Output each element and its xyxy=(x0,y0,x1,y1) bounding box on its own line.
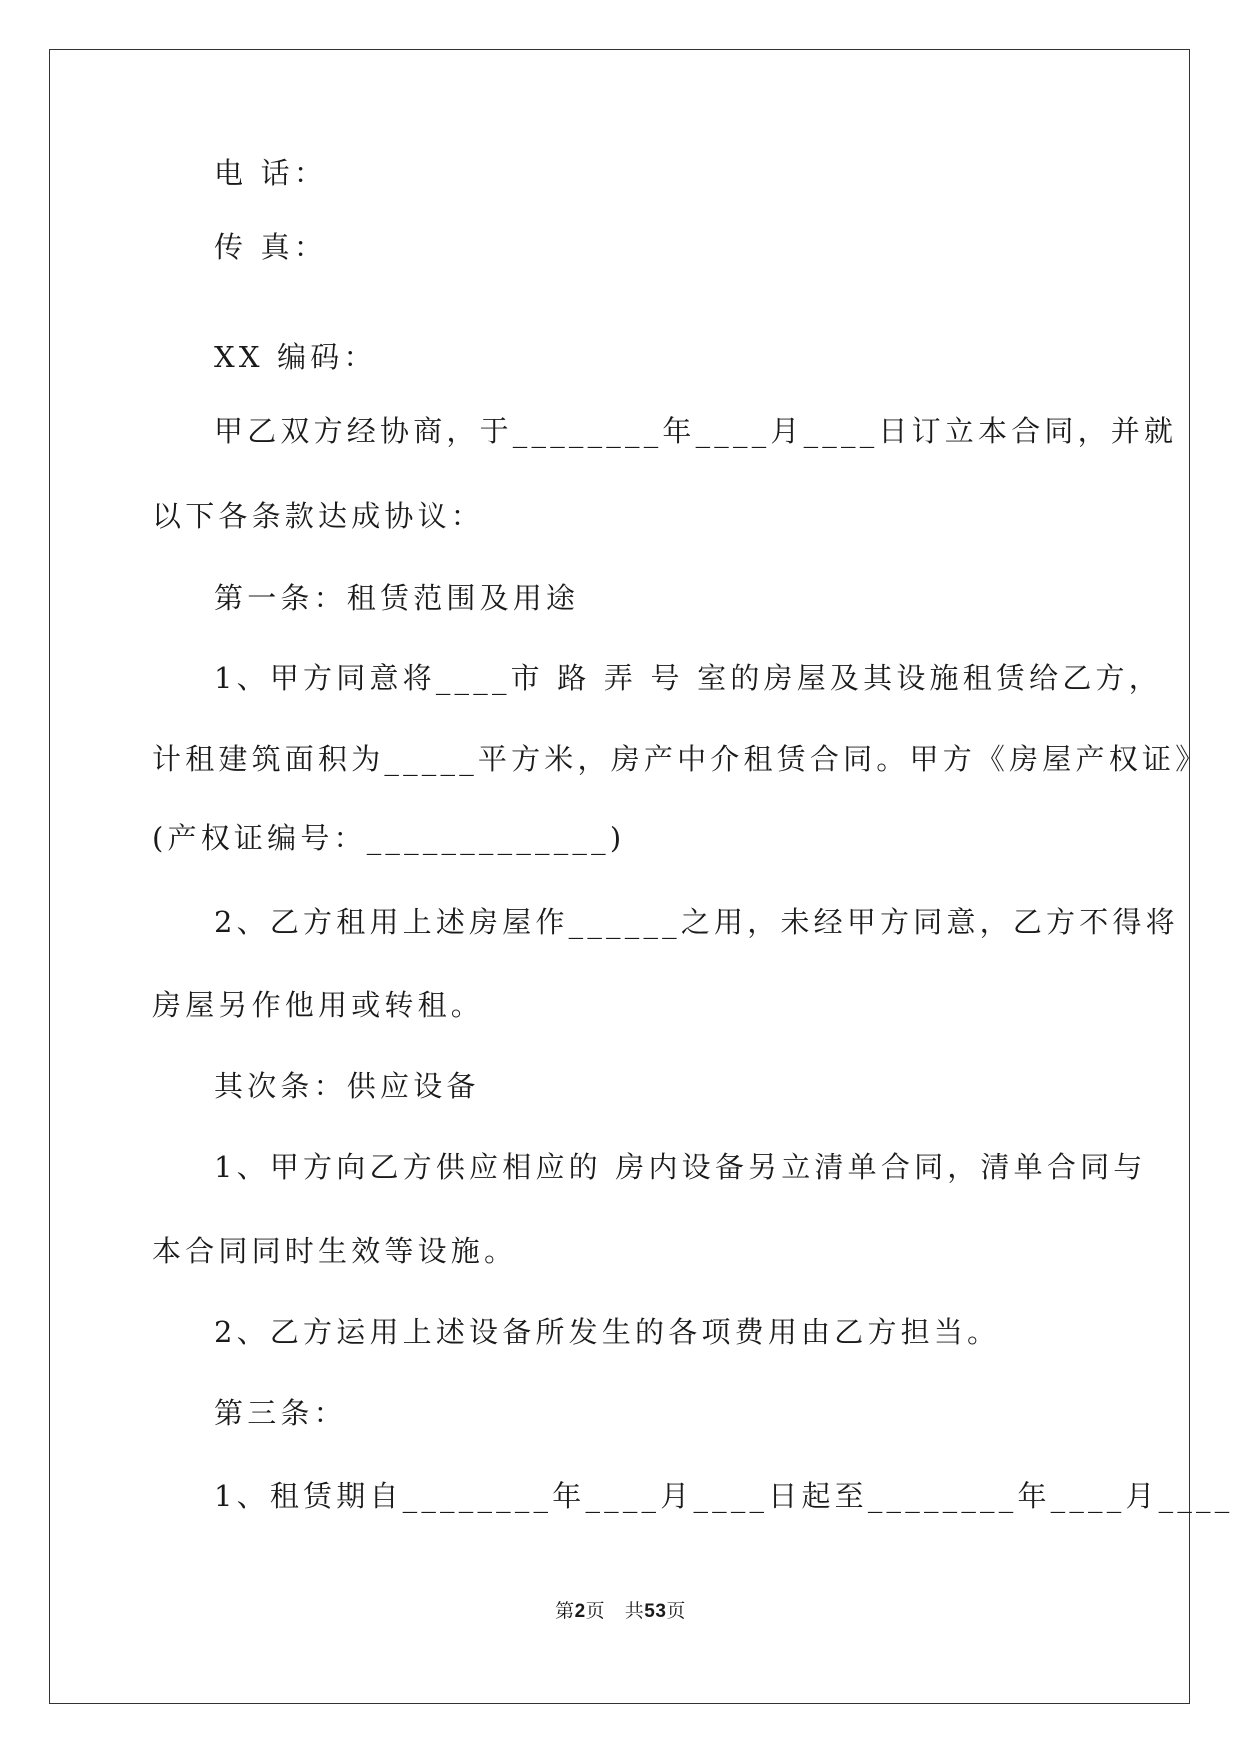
phone-line: 电 话： xyxy=(214,156,328,190)
page-total: 53 xyxy=(644,1601,667,1622)
paragraph-line: (产权证编号：_____________) xyxy=(152,821,626,855)
paragraph-line: 1、甲方同意将____市 路 弄 号 室的房屋及其设施租赁给乙方， xyxy=(214,661,1162,695)
paragraph-line: 1、租赁期自________年____月____日起至________年____月____ xyxy=(214,1479,1234,1513)
paragraph-line: 房屋另作他用或转租。 xyxy=(152,988,485,1022)
page-current: 2 xyxy=(574,1601,586,1622)
article-heading: 第一条：租赁范围及用途 xyxy=(214,581,580,615)
page-border xyxy=(49,49,1190,1704)
paragraph-line: 2、乙方运用上述设备所发生的各项费用由乙方担当。 xyxy=(214,1315,1001,1349)
paragraph-line: 计租建筑面积为_____平方米，房产中介租赁合同。甲方《房屋产权证》 xyxy=(152,742,1209,776)
paragraph-line: 以下各条款达成协议： xyxy=(152,499,485,533)
page-footer xyxy=(0,1598,1241,1625)
article-heading: 第三条： xyxy=(214,1396,347,1430)
postal-code-line: XX 编码： xyxy=(214,340,377,374)
paragraph-line: 1、甲方向乙方供应相应的 房内设备另立清单合同，清单合同与 xyxy=(214,1150,1147,1184)
fax-line: 传 真： xyxy=(214,230,328,264)
paragraph-line: 本合同同时生效等设施。 xyxy=(152,1234,518,1268)
paragraph-line: 2、乙方租用上述房屋作______之用，未经甲方同意，乙方不得将 xyxy=(214,905,1179,939)
article-heading: 其次条：供应设备 xyxy=(214,1069,480,1103)
paragraph-line: 甲乙双方经协商，于________年____月____日订立本合同，并就 xyxy=(214,414,1178,448)
page-mid: 页 共 xyxy=(585,1600,645,1622)
page-prefix: 第 xyxy=(555,1600,575,1622)
page-suffix: 页 xyxy=(666,1600,686,1622)
